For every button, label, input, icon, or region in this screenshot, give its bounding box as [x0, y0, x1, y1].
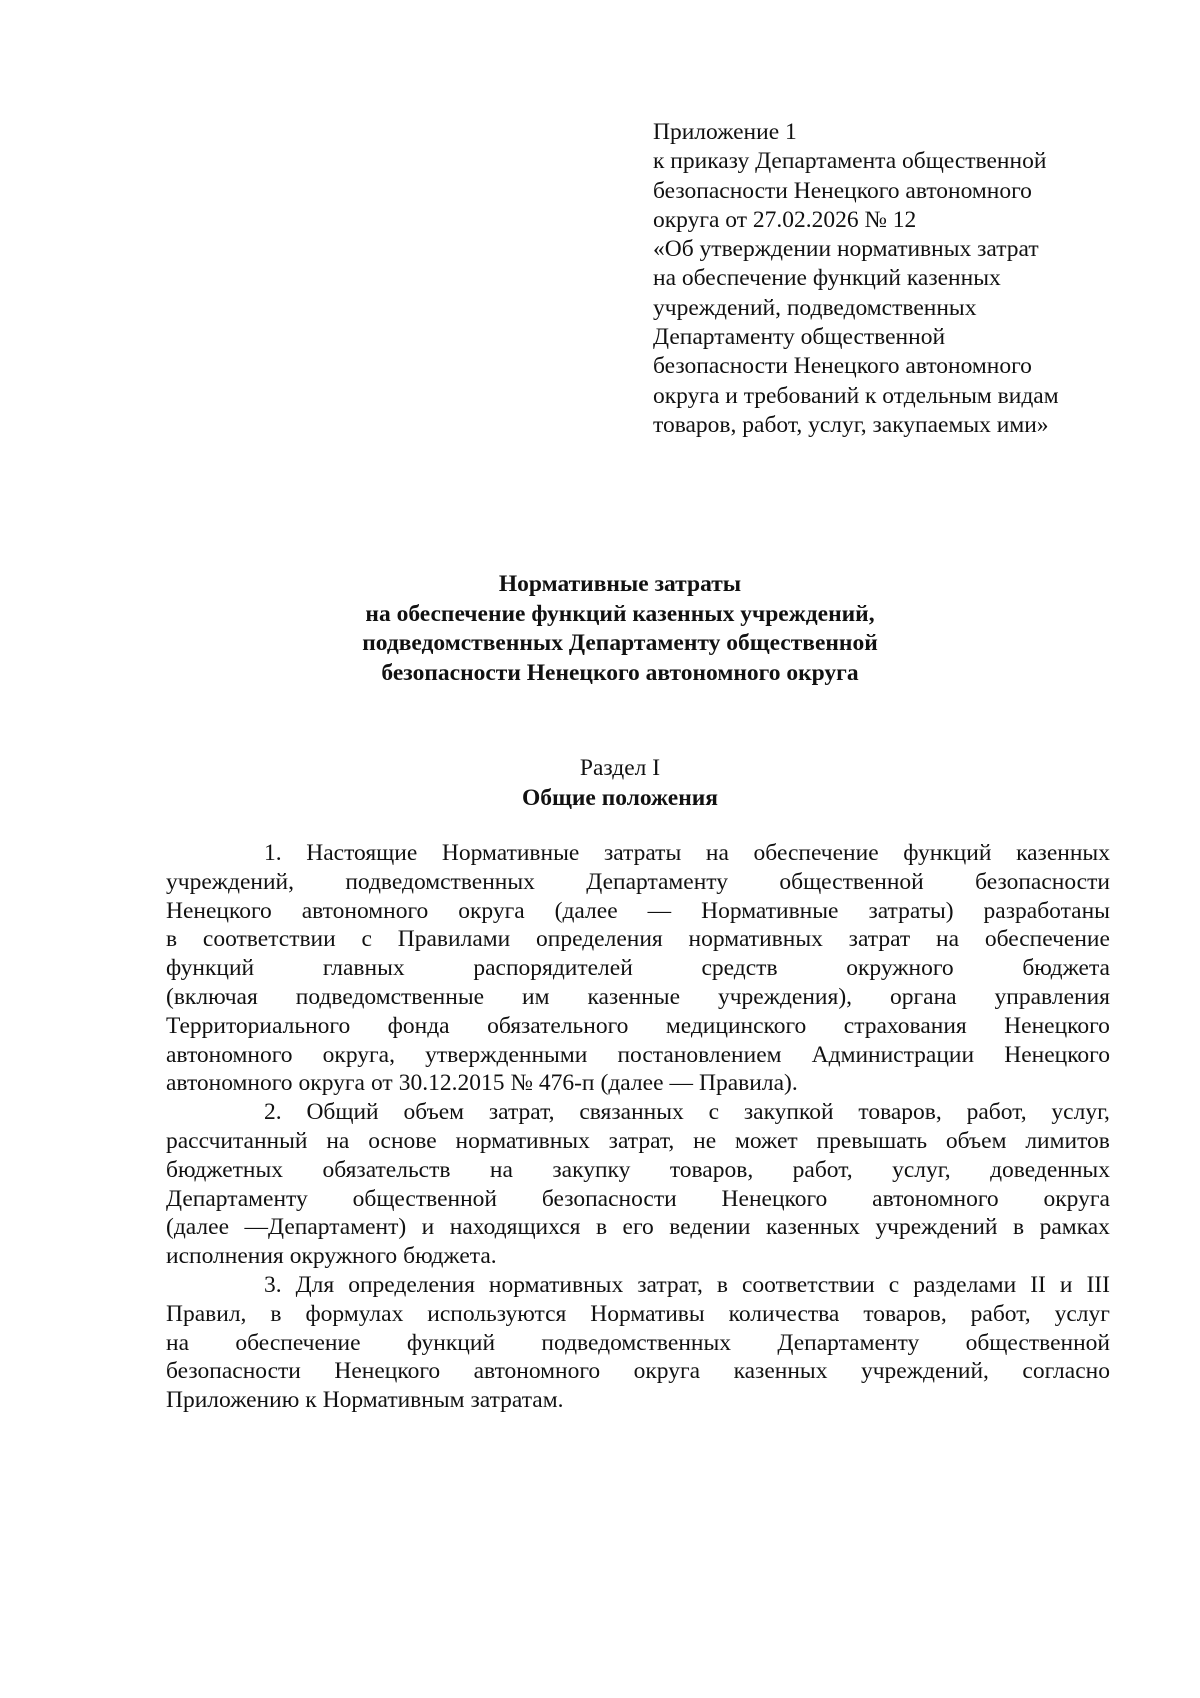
word: бюджета. [403, 1243, 497, 1270]
word: работ, [966, 1099, 1027, 1126]
word: 3. [264, 1271, 282, 1298]
paragraph-line [166, 1012, 1110, 1041]
word: казенных [733, 1358, 828, 1385]
appendix-line: «Об утверждении нормативных затрат [653, 236, 1039, 263]
word: управления [994, 983, 1110, 1010]
word: нормативных [688, 926, 823, 953]
paragraph-line [166, 1213, 1110, 1242]
word: определения [536, 926, 663, 953]
appendix-line: к приказу Департамента общественной [653, 148, 1047, 175]
word: фонда [387, 1012, 450, 1039]
appendix-line: на обеспечение функций казенных [653, 265, 1001, 292]
word: безопасности [166, 1358, 301, 1385]
word: автономного [166, 1041, 293, 1068]
word: в [270, 1300, 282, 1327]
word: нормативных [455, 1127, 590, 1154]
word: работ, [970, 1300, 1031, 1327]
word: округа [458, 897, 525, 924]
section-name: Общие положения [522, 785, 718, 811]
word: с [361, 926, 372, 953]
word: безопасности [541, 1185, 677, 1212]
word: медицинского [665, 1012, 807, 1039]
word: автономного [166, 1070, 293, 1097]
word: лимитов [1025, 1127, 1110, 1154]
paragraph-line [166, 1357, 1110, 1386]
paragraph-line [166, 1127, 1110, 1156]
word: основе [368, 1127, 437, 1154]
paragraph-line [166, 868, 1110, 897]
appendix-line: товаров, работ, услуг, закупаемых ими» [653, 411, 1049, 438]
word: функций [166, 955, 255, 982]
appendix-line: округа и требований к отдельным видам [653, 382, 1059, 409]
word: и [1059, 1271, 1073, 1298]
paragraph-line [166, 954, 1110, 983]
paragraph-line [166, 839, 1110, 868]
word: нормативных [488, 1271, 624, 1298]
word: Настоящие [306, 840, 418, 866]
title-line: Нормативные затраты [498, 571, 742, 597]
word: общественной [965, 1329, 1110, 1356]
word: средств [701, 955, 778, 982]
word: 476-п [538, 1070, 595, 1097]
word: II [1030, 1271, 1046, 1298]
word: Ненецкого [166, 897, 272, 924]
document-body [166, 839, 1110, 1415]
word: затратам. [470, 1387, 564, 1414]
word: III [1086, 1271, 1110, 1298]
word: соответствии [202, 926, 336, 953]
word: автономного [473, 1358, 601, 1385]
word: на [936, 926, 960, 953]
word: подведомственных [541, 1329, 732, 1356]
title-line: безопасности Ненецкого автономного округа [381, 659, 859, 686]
paragraph-line [166, 1300, 1110, 1329]
appendix-header [653, 118, 1123, 440]
appendix-line: округа от 27.02.2026 № 12 [653, 206, 917, 233]
word: постановлением [617, 1041, 782, 1068]
appendix-line: безопасности Ненецкого автономного [653, 353, 1032, 380]
word: с [888, 1271, 900, 1298]
paragraph-line [166, 983, 1110, 1012]
word: на [489, 1156, 513, 1183]
word: затраты) [868, 897, 954, 924]
word: (далее [600, 1070, 664, 1097]
word: соответствии [741, 1271, 875, 1298]
word: округа, [322, 1041, 395, 1068]
word: Нормативы [590, 1300, 705, 1327]
word: (далее [554, 897, 618, 924]
title-line: на обеспечение функций казенных учреждений, [365, 600, 875, 627]
word: на [705, 840, 729, 866]
word: его [622, 1214, 654, 1241]
paragraph-3 [166, 1271, 1110, 1415]
word: Территориального [166, 1012, 351, 1039]
word: затрат, [637, 1271, 703, 1298]
section-heading [400, 753, 840, 813]
word: Ненецкого [721, 1185, 828, 1212]
word: товаров, [863, 1300, 947, 1327]
word: Правил, [166, 1300, 247, 1327]
word: 1. [264, 840, 282, 866]
paragraph-line [166, 1386, 1110, 1415]
word: превышать [816, 1127, 928, 1154]
paragraph-line [166, 1185, 1110, 1214]
word: на [166, 1329, 190, 1356]
word: в [716, 1271, 728, 1298]
word: может [735, 1127, 798, 1154]
word: обеспечение [235, 1329, 361, 1356]
appendix-line: учреждений, подведомственных [653, 294, 977, 321]
word: — [647, 897, 672, 924]
word: подведомственные [295, 983, 485, 1010]
word: услуг [1054, 1300, 1110, 1327]
word: Правилами [397, 926, 511, 953]
document-title [220, 570, 1020, 688]
word: общественной [779, 868, 924, 895]
word: формулах [305, 1300, 404, 1327]
word: товаров, [669, 1156, 754, 1183]
word: количества [728, 1300, 840, 1327]
word: окружного [289, 1243, 398, 1270]
word: Департаменту [777, 1329, 920, 1356]
word: объем [945, 1127, 1007, 1154]
word: округа [633, 1358, 701, 1385]
paragraph-line [166, 1156, 1110, 1185]
word: казенные [587, 983, 681, 1010]
word: органа [890, 983, 957, 1010]
paragraph-line [166, 1098, 1110, 1127]
word: учреждений [875, 1214, 998, 1241]
word: услуг, [892, 1156, 951, 1183]
word: разработаны [983, 897, 1110, 924]
word: затраты [603, 840, 682, 866]
word: —Департамент) [244, 1214, 407, 1241]
word: Ненецкого [1004, 1041, 1110, 1068]
word: — [669, 1070, 694, 1097]
word: определения [348, 1271, 475, 1298]
word: затрат, [488, 1099, 555, 1126]
word: казенных [765, 1214, 860, 1241]
word: страхования [843, 1012, 967, 1039]
word: Нормативные [701, 897, 839, 924]
word: Департаменту [586, 868, 729, 895]
paragraph-1 [166, 839, 1110, 1098]
word: учреждения), [717, 983, 853, 1010]
word: Ненецкого [1004, 1012, 1110, 1039]
word: затрат, [608, 1127, 675, 1154]
word: Департаменту [166, 1185, 308, 1212]
word: учреждений, [860, 1358, 989, 1385]
word: казенных [1016, 840, 1110, 866]
section-number: Раздел I [579, 755, 661, 781]
word: автономного [872, 1185, 999, 1212]
title-line: подведомственных Департаменту общественной [362, 630, 878, 656]
word: ведении [669, 1214, 751, 1241]
word: в [595, 1214, 608, 1241]
paragraph-2 [166, 1098, 1110, 1271]
word: функций [406, 1329, 496, 1356]
word: разделами [913, 1271, 1017, 1298]
word: Правила). [699, 1070, 798, 1097]
word: используются [427, 1300, 567, 1327]
paragraph-line [166, 1271, 1110, 1300]
word: доведенных [990, 1156, 1110, 1183]
word: общественной [352, 1185, 497, 1212]
word: округа [298, 1070, 365, 1097]
paragraph-line [166, 1069, 1110, 1098]
word: учреждений, [166, 868, 294, 895]
word: окружного [846, 955, 954, 982]
word: бюджетных [166, 1156, 284, 1183]
word: не [693, 1127, 717, 1154]
word: с [708, 1099, 720, 1126]
word: согласно [1022, 1358, 1110, 1385]
word: автономного [301, 897, 429, 924]
word: товаров, [858, 1099, 942, 1126]
word: закупку [552, 1156, 631, 1183]
word: функций [903, 840, 992, 866]
word: (далее [166, 1214, 230, 1241]
word: бюджета [1022, 955, 1110, 982]
word: 30.12.2015 [398, 1070, 505, 1097]
word: рассчитанный [166, 1127, 308, 1154]
paragraph-line [166, 897, 1110, 926]
word: объем [403, 1099, 465, 1126]
paragraph-line [166, 925, 1110, 954]
appendix-line: Приложение 1 [653, 119, 797, 145]
paragraph-line [166, 1242, 1110, 1271]
word: связанных [579, 1099, 684, 1126]
word: распорядителей [473, 955, 633, 982]
word: Приложению [166, 1387, 300, 1414]
word: к [305, 1387, 317, 1414]
word: рамках [1039, 1214, 1110, 1241]
word: закупкой [743, 1099, 834, 1126]
word: (включая [166, 983, 258, 1010]
word: подведомственных [345, 868, 535, 895]
word: им [522, 983, 550, 1010]
word: обязательного [487, 1012, 629, 1039]
word: безопасности [975, 868, 1110, 895]
word: в [1013, 1214, 1025, 1241]
word: от [370, 1070, 393, 1097]
word: Ненецкого [334, 1358, 441, 1385]
word: 2. [264, 1099, 282, 1126]
word: услуг, [1051, 1099, 1110, 1126]
word: утвержденными [425, 1041, 588, 1068]
appendix-line: Департаменту общественной [653, 324, 946, 351]
word: обязательств [322, 1156, 451, 1183]
word: обеспечение [984, 926, 1110, 953]
word: и [421, 1214, 435, 1241]
word: № [510, 1070, 533, 1097]
word: затрат [848, 926, 911, 953]
word: Нормативные [441, 840, 580, 866]
word: на [326, 1127, 350, 1154]
word: Общий [306, 1099, 379, 1126]
paragraph-line [166, 1329, 1110, 1358]
paragraph-line [166, 1041, 1110, 1070]
word: в [166, 926, 178, 953]
word: работ, [792, 1156, 853, 1183]
word: исполнения [166, 1243, 284, 1270]
word: Администрации [811, 1041, 975, 1068]
word: округа [1043, 1185, 1110, 1212]
word: главных [322, 955, 405, 982]
word: Для [295, 1271, 335, 1298]
appendix-line: безопасности Ненецкого автономного [653, 177, 1032, 204]
word: обеспечение [753, 840, 879, 866]
word: находящихся [449, 1214, 581, 1241]
word: Нормативным [322, 1387, 465, 1414]
